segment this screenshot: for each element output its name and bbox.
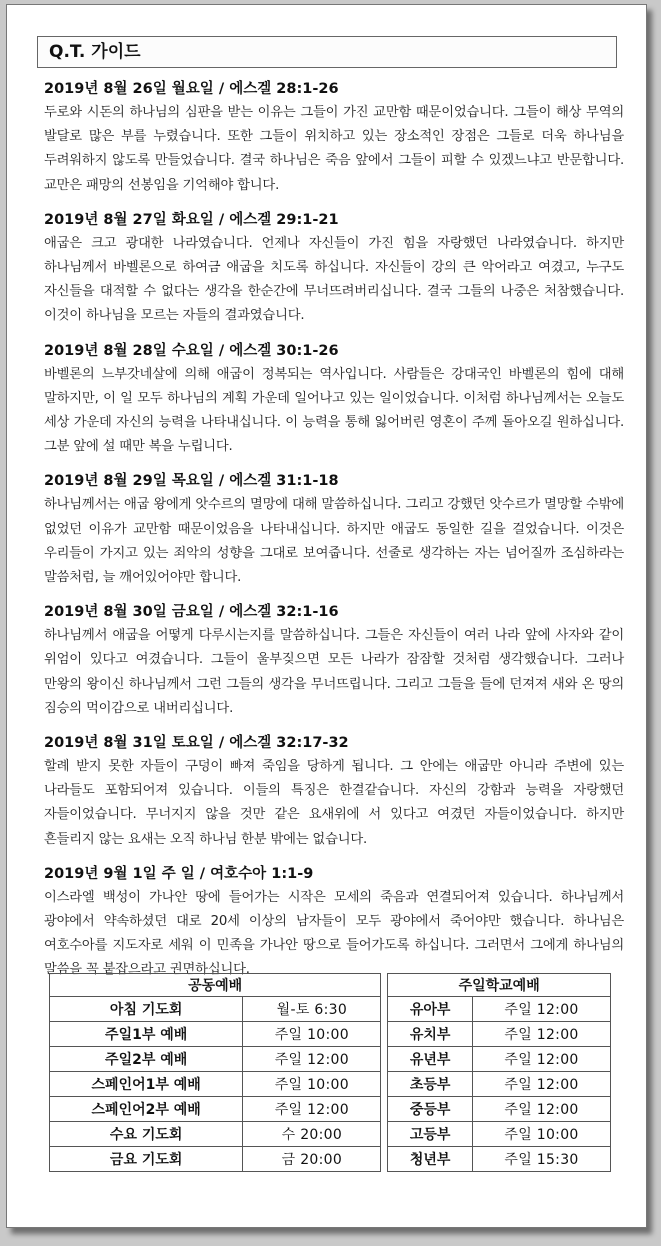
department-time: 주일 12:00 [473, 1047, 611, 1072]
column-gap [381, 1122, 388, 1147]
service-time: 주일 10:00 [243, 1072, 381, 1097]
entry-body: 하나님께서 애굽을 어떻게 다루시는지를 말씀하십니다. 그들은 자신들이 여러 나라 앞에 사자와 같이 위엄이 있다고 여겼습니다. 그들이 울부짖으면 모든 나라가 잠잠할 것처럼 생각했습니다. 그러나 만왕의 왕이신 하나님께서 그런 그들의 생각을 무너뜨립니다. 그리고 그들을 들에 던져져 새와 온 땅의 짐승의 먹이감으로 내버리십니다. [44, 628, 624, 716]
column-gap [381, 1147, 388, 1172]
table-row [50, 1147, 611, 1172]
service-time: 주일 12:00 [243, 1047, 381, 1072]
entry-title: 2019년 8월 26일 월요일 / 에스겔 28:1-26 [44, 81, 339, 97]
qt-entries [44, 77, 624, 993]
table-row [50, 1047, 611, 1072]
service-name: 주일1부 예배 [50, 1022, 243, 1047]
table-row [50, 1022, 611, 1047]
department-time: 주일 12:00 [473, 1097, 611, 1122]
entry-title: 2019년 8월 28일 수요일 / 에스겔 30:1-26 [44, 342, 339, 359]
entry-body: 바벨론의 느부갓네살에 의해 애굽이 정복되는 역사입니다. 사람들은 강대국인 바벨론의 힘에 대해 말하지만, 이 일 모두 하나님의 계획 가운데 일어나고 있는 일이었습니다. 이처럼 하나님께서는 오늘도 세상 가운데 자신의 능력을 나타내십니다. 이 능력을 통해 잃어버린 영혼이 주께 돌아오길 원하십니다. 그분 앞에 설 때만 복을 누립니다. [44, 366, 624, 455]
qt-entry [44, 339, 624, 460]
column-gap [381, 1022, 388, 1047]
department-time: 주일 12:00 [473, 997, 611, 1022]
column-gap [381, 997, 388, 1022]
column-gap [381, 974, 388, 997]
entry-body: 할례 받지 못한 자들이 구덩이 빠져 죽임을 당하게 됩니다. 그 안에는 애굽만 아니라 주변에 있는 나라들도 포함되어져 있습니다. 이들의 특징은 한결같습니다. 자신의 강함과 능력을 자랑했던 자들이었습니다. 무너지지 않을 것만 같은 요새위에 서 있다고 여겼던 자들이었습니다. 하지만 흔들리지 않는 요새는 오직 하나님 한분 밖에는 없습니다. [44, 759, 624, 847]
service-name: 주일2부 예배 [50, 1047, 243, 1072]
worship-schedule-table [49, 973, 611, 1172]
entry-title: 2019년 8월 31일 토요일 / 에스겔 32:17-32 [44, 735, 349, 752]
service-name: 아침 기도회 [50, 997, 243, 1022]
qt-entry [44, 600, 624, 721]
schedule-header-row [50, 974, 611, 997]
department-time: 주일 12:00 [473, 1072, 611, 1097]
service-name: 스페인어1부 예배 [50, 1072, 243, 1097]
service-time: 금 20:00 [243, 1147, 381, 1172]
sunday-school-header: 주일학교예배 [388, 974, 611, 997]
entry-title: 2019년 8월 27일 화요일 / 에스겔 29:1-21 [44, 211, 339, 228]
department-name: 고등부 [388, 1122, 473, 1147]
service-name: 스페인어2부 예배 [50, 1097, 243, 1122]
column-gap [381, 1072, 388, 1097]
service-name: 수요 기도회 [50, 1122, 243, 1147]
department-time: 주일 10:00 [473, 1122, 611, 1147]
table-row [50, 997, 611, 1022]
department-time: 주일 15:30 [473, 1147, 611, 1172]
department-name: 유아부 [388, 997, 473, 1022]
qt-entry [44, 469, 624, 590]
service-time: 주일 12:00 [243, 1097, 381, 1122]
public-worship-header: 공동예배 [50, 974, 381, 997]
entry-title: 2019년 9월 1일 주 일 / 여호수아 1:1-9 [44, 865, 314, 882]
department-name: 유년부 [388, 1047, 473, 1072]
column-gap [381, 1097, 388, 1122]
table-row [50, 1072, 611, 1097]
entry-body: 하나님께서는 애굽 왕에게 앗수르의 멸망에 대해 말씀하십니다. 그리고 강했던 앗수르가 멸망할 수밖에 없었던 이유가 교만함 때문이었음을 나타내십니다. 하지만 애굽도 동일한 길을 걸었습니다. 이것은 우리들이 가지고 있는 죄악의 성향을 그대로 보여줍니다. 선줄로 생각하는 자는 넘어질까 조심하라는 말씀처럼, 늘 깨어있어야만 합니다. [44, 497, 624, 586]
column-gap [381, 1047, 388, 1072]
department-time: 주일 12:00 [473, 1022, 611, 1047]
qt-entry [44, 731, 624, 852]
qt-entry [44, 208, 624, 329]
qt-entry [44, 862, 624, 983]
service-name: 금요 기도회 [50, 1147, 243, 1172]
entry-body: 두로와 시돈의 하나님의 심판을 받는 이유는 그들이 가진 교만함 때문이었습니다. 그들이 해상 무역의 발달로 많은 부를 누렸습니다. 또한 그들이 위치하고 있는 장소적인 장점은 그들로 더욱 하나님을 두려워하지 않도록 만들었습니다. 결국 하나님은 죽음 앞에서 그들이 피할 수 있겠느냐고 반문합니다. 교만은 패망의 선봉임을 기억해야 합니다. [44, 105, 624, 193]
entry-body: 애굽은 크고 광대한 나라였습니다. 언제나 자신들이 가진 힘을 자랑했던 나라였습니다. 하지만 하나님께서 바벨론으로 하여금 애굽을 치도록 하십니다. 자신들이 강의 큰 악어라고 여겼고, 누구도 자신들을 대적할 수 없다는 생각을 한순간에 무너뜨려버리십니다. 결국 그들의 나중은 처참했습니다. 이것이 하나님을 모르는 자들의 결과였습니다. [44, 235, 624, 324]
qt-entry [44, 77, 624, 198]
service-time: 월-토 6:30 [243, 997, 381, 1022]
qt-guide-title: Q.T. 가이드 [37, 36, 617, 68]
department-name: 청년부 [388, 1147, 473, 1172]
table-row [50, 1122, 611, 1147]
entry-title: 2019년 8월 29일 목요일 / 에스겔 31:1-18 [44, 473, 339, 490]
bulletin-page [6, 4, 647, 1228]
service-time: 수 20:00 [243, 1122, 381, 1147]
service-time: 주일 10:00 [243, 1022, 381, 1047]
department-name: 중등부 [388, 1097, 473, 1122]
entry-body: 이스라엘 백성이 가나안 땅에 들어가는 시작은 모세의 죽음과 연결되어져 있습니다. 하나님께서 광야에서 약속하셨던 대로 20세 이상의 남자들이 모두 광야에서 죽어야만 했습니다. 하나님은 여호수아를 지도자로 세워 이 민족을 가나안 땅으로 들어가도록 하십니다. 그러면서 그에게 하나님의 말씀을 꼭 붙잡으라고 권면하십니다. [44, 889, 624, 978]
table-row [50, 1097, 611, 1122]
entry-title: 2019년 8월 30일 금요일 / 에스겔 32:1-16 [44, 604, 339, 621]
department-name: 초등부 [388, 1072, 473, 1097]
department-name: 유치부 [388, 1022, 473, 1047]
